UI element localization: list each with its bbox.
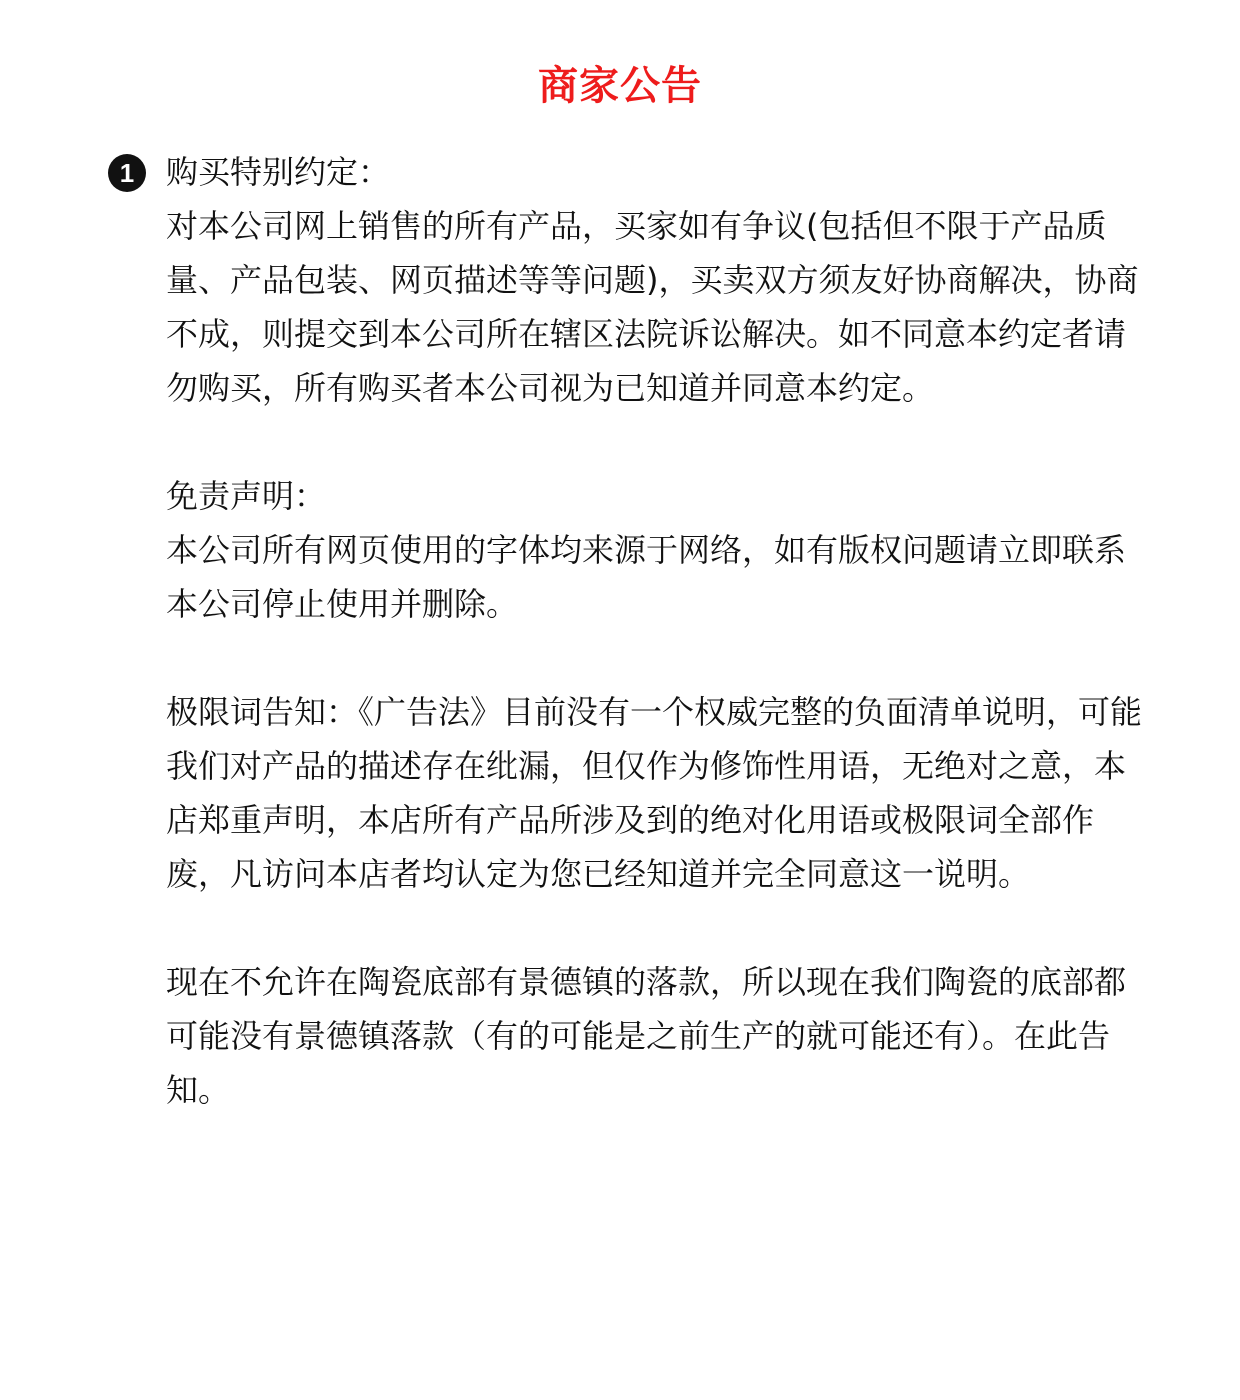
notice-content: [166, 145, 1156, 1171]
ceramic-mark-section: [166, 955, 1156, 1117]
disclaimer-heading: 免责声明：: [166, 477, 327, 515]
disclaimer-text: 本公司所有网页使用的字体均来源于网络，如有版权问题请立即联系本公司停止使用并删除。: [166, 531, 1127, 623]
purchase-agreement-text: 对本公司网上销售的所有产品，买家如有争议(包括但不限于产品质量、产品包装、网页描述等等问题)，买卖双方须友好协商解决，协商不成，则提交到本公司所在辖区法院诉讼解决。如不同意本约定者请勿购买，所有购买者本公司视为已知道并同意本约定。: [166, 207, 1139, 407]
number-one-badge-icon: 1: [108, 154, 146, 192]
superlative-words-text: 极限词告知：《广告法》目前没有一个权威完整的负面清单说明，可能我们对产品的描述存在纰漏，但仅作为修饰性用语，无绝对之意，本店郑重声明，本店所有产品所涉及到的绝对化用语或极限词全部作废，凡访问本店者均认定为您已经知道并完全同意这一说明。: [166, 693, 1143, 893]
ceramic-mark-text: 现在不允许在陶瓷底部有景德镇的落款，所以现在我们陶瓷的底部都可能没有景德镇落款（有的可能是之前生产的就可能还有）。在此告知。: [166, 963, 1127, 1109]
superlative-words-section: [166, 685, 1156, 901]
purchase-agreement-heading: 购买特别约定：: [166, 153, 391, 191]
purchase-agreement-section: [166, 145, 1156, 415]
disclaimer-section: [166, 469, 1156, 631]
page-title: 商家公告: [538, 63, 702, 109]
